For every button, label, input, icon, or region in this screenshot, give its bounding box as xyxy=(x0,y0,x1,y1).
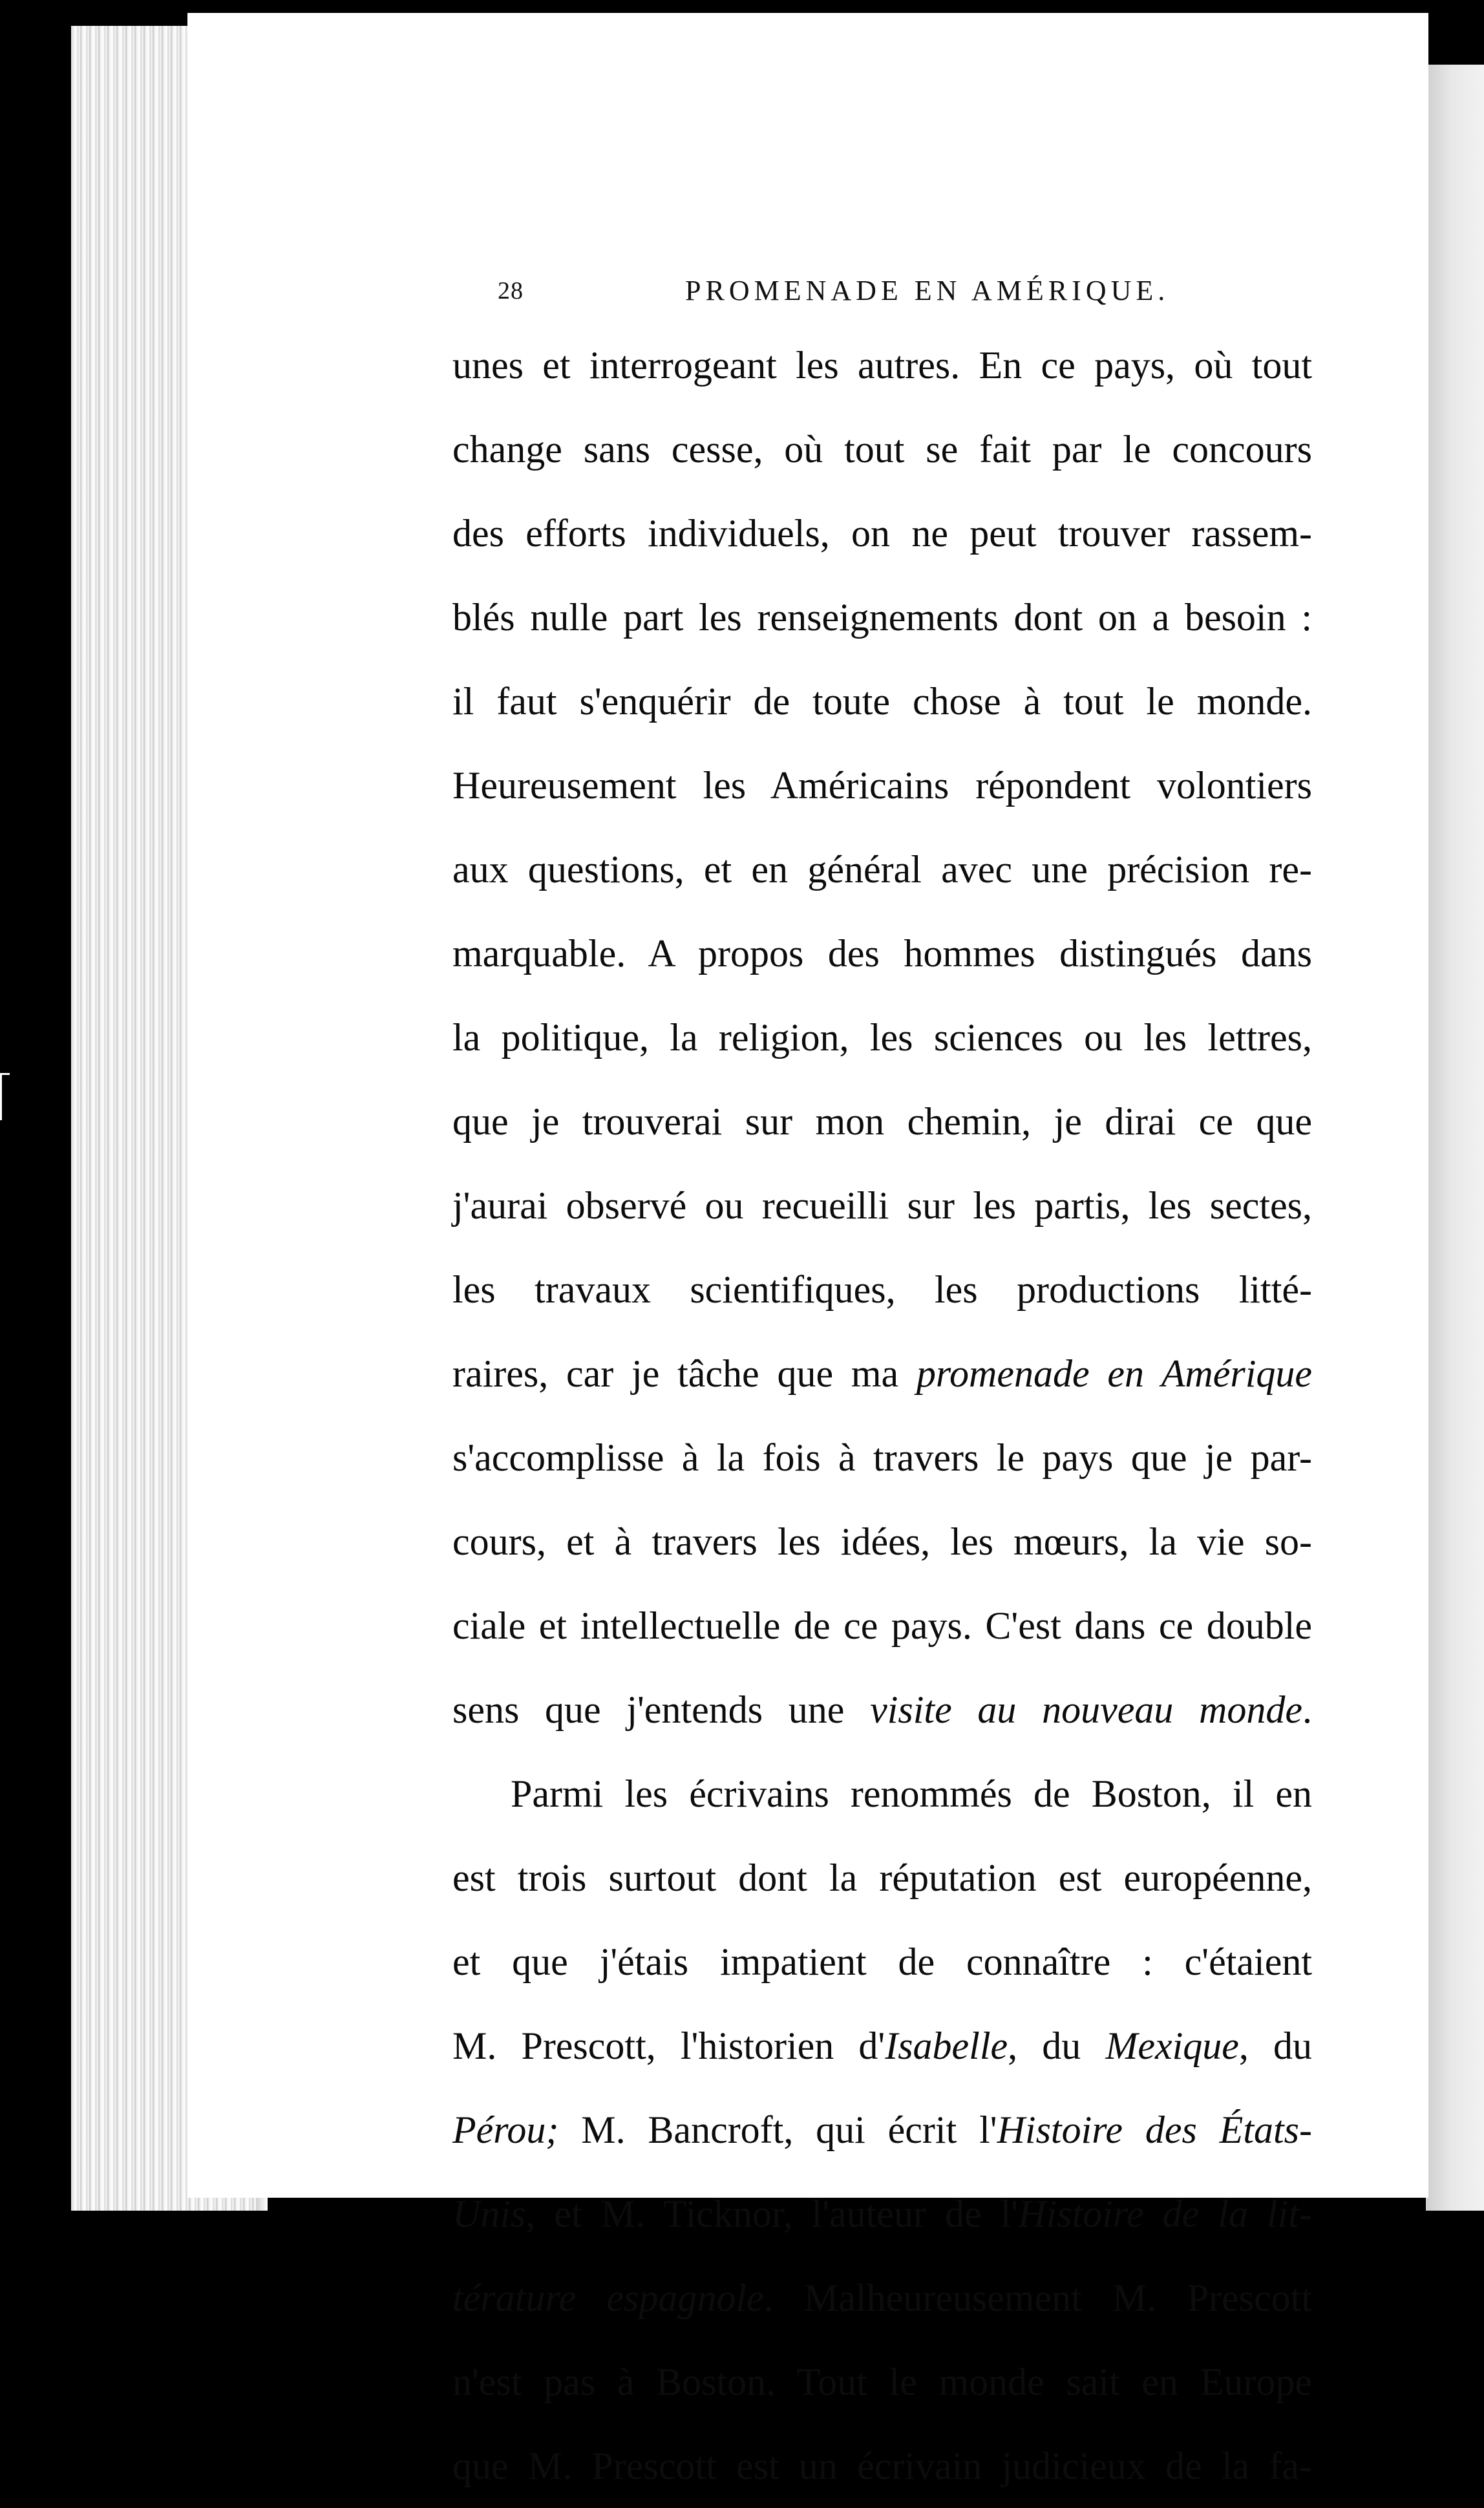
italic-title: Histoire des États- xyxy=(997,2109,1312,2151)
running-title: PROMENADE EN AMÉRIQUE. xyxy=(685,275,1170,306)
text-line: que je trouverai sur mon chemin, je dirai ce que xyxy=(452,1100,1312,1143)
text-line xyxy=(452,2088,1312,2172)
italic-title: promenade en Amérique xyxy=(916,1352,1312,1395)
text-line xyxy=(452,2172,1312,2256)
body-text xyxy=(452,323,1312,2508)
line-text: . xyxy=(1302,1688,1313,1731)
italic-title: Histoire de la lit- xyxy=(1018,2193,1312,2235)
text-line: n'est pas à Boston. Tout le monde sait en Europe xyxy=(452,2361,1312,2403)
italic-title: Mexique xyxy=(1105,2024,1239,2067)
line-text: , du xyxy=(1008,2024,1106,2067)
text-line: aux questions, et en général avec une précision re- xyxy=(452,848,1312,891)
line-text: raires, car je tâche que ma xyxy=(452,1352,917,1395)
paragraph-start-line: Parmi les écrivains renommés de Boston, il en xyxy=(511,1772,1312,1815)
page-header xyxy=(498,271,1331,317)
text-line: les travaux scientifiques, les productions litté- xyxy=(452,1268,1312,1311)
line-text: , du xyxy=(1238,2024,1313,2067)
text-line: que M. Prescott est un écrivain judicieux de la fa- xyxy=(452,2445,1312,2487)
text-line: Heureusement les Américains répondent volontiers xyxy=(452,764,1312,807)
line-text: . Malheureusement M. Prescott xyxy=(763,2277,1312,2319)
text-line: des efforts individuels, on ne peut trouver rassem- xyxy=(452,512,1312,555)
line-text: , et M. Ticknor, l'auteur de l' xyxy=(525,2193,1019,2235)
line-text: M. Bancroft, qui écrit l' xyxy=(558,2109,997,2151)
text-line xyxy=(452,1332,1312,1416)
italic-phrase: visite au nouveau monde xyxy=(870,1688,1303,1731)
text-line: la politique, la religion, les sciences ou les lettres, xyxy=(452,1016,1312,1059)
page-number: 28 xyxy=(498,277,524,304)
text-line xyxy=(452,1668,1312,1752)
text-line: est trois surtout dont la réputation est européenne, xyxy=(452,1856,1312,1899)
text-line: marquable. A propos des hommes distingués dans xyxy=(452,932,1312,975)
text-line: ciale et intellectuelle de ce pays. C'est dans ce double xyxy=(452,1604,1312,1647)
text-line: j'aurai observé ou recueilli sur les partis, les sectes, xyxy=(452,1184,1312,1227)
italic-title: Pérou; xyxy=(452,2109,559,2151)
italic-title: Isabelle xyxy=(885,2024,1008,2067)
text-line: il faut s'enquérir de toute chose à tout le monde. xyxy=(452,680,1312,723)
text-line xyxy=(452,2004,1312,2088)
italic-title: térature espagnole xyxy=(452,2277,764,2319)
italic-title: Unis xyxy=(452,2193,526,2235)
text-line: change sans cesse, où tout se fait par le concours xyxy=(452,428,1312,471)
next-page-edge xyxy=(1426,65,1484,2211)
text-line xyxy=(452,2256,1312,2340)
scan-mark xyxy=(0,1073,10,1120)
line-text: sens que j'entends une xyxy=(452,1688,871,1731)
text-line: blés nulle part les renseignements dont on a besoin : xyxy=(452,596,1312,639)
text-line: s'accomplisse à la fois à travers le pays que je par- xyxy=(452,1436,1312,1479)
text-line: unes et interrogeant les autres. En ce pays, où tout xyxy=(452,344,1312,387)
line-text: M. Prescott, l'historien d' xyxy=(452,2024,885,2067)
text-line: cours, et à travers les idées, les mœurs, la vie so- xyxy=(452,1520,1312,1563)
text-line: et que j'étais impatient de connaître : c'étaient xyxy=(452,1940,1312,1983)
